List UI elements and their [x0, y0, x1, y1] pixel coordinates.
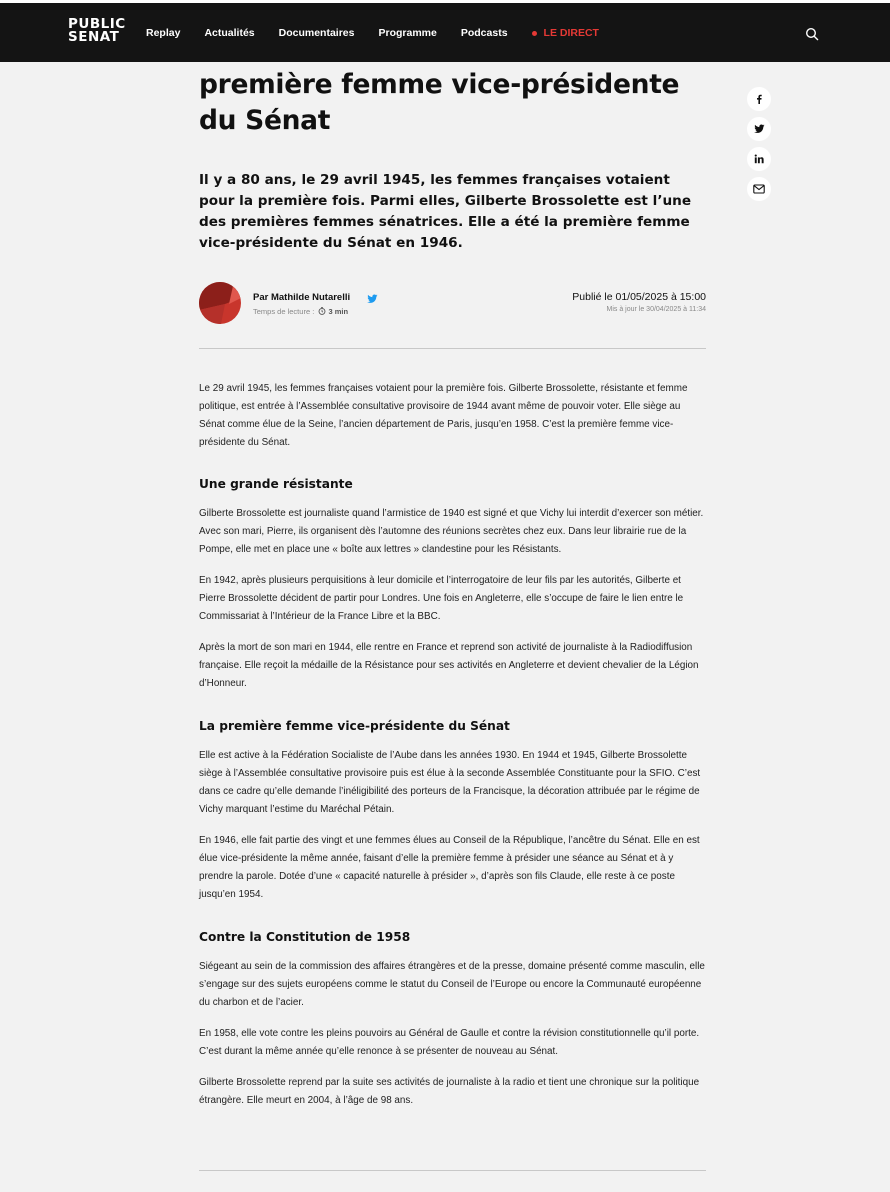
reading-time-label: Temps de lecture :	[253, 307, 315, 316]
paragraph-2: En 1942, après plusieurs perquisitions à leur domicile et l’interrogatoire de leur fils par les autorités, Gilberte et Pierre Brossolette décident de partir pour Londres. Une fois en Angleterre, elle s’occupe de faire le lien entre le Commissariat à l’Intérieur de la France Libre et la BBC.	[199, 575, 684, 622]
reading-time	[253, 307, 348, 316]
live-dot-icon	[532, 31, 537, 36]
heading-contre-la-constitution: Contre la Constitution de 1958	[199, 930, 411, 944]
paragraph-intro: Le 29 avril 1945, les femmes françaises votaient pour la première fois. Gilberte Brossolette, résistante et femme politique, est entrée à l’Assemblée consultative provisoire de 1944 avant même de pouvoir voter. Elle siège au Sénat comme élue de la Seine, l’ancien département de Paris, jusqu’en 1958. C’est la première femme vice-présidente du Sénat.	[199, 383, 688, 448]
twitter-bird-icon[interactable]	[367, 291, 378, 309]
live-label: LE DIRECT	[543, 27, 599, 39]
divider-bottom	[199, 1170, 706, 1171]
article-lead: Il y a 80 ans, le 29 avril 1945, les femmes françaises votaient pour la première fois. Parmi elles, Gilberte Brossolette est l’une des premières femmes sénatrices. Elle a été la première femme vice-présidente du Sénat en 1946.	[199, 172, 692, 251]
logo-line-2: SENAT	[68, 29, 120, 45]
mail-icon[interactable]	[747, 177, 771, 201]
heading-une-grande-resistante: Une grande résistante	[199, 477, 353, 491]
paragraph-7: En 1958, elle vote contre les pleins pouvoirs au Général de Gaulle et contre la révision constitutionnelle qu’il porte. C’est durant la même année qu’elle renonce à se présenter de nouveau au Sénat.	[199, 1028, 700, 1057]
linkedin-icon[interactable]	[747, 147, 771, 171]
article-body	[199, 380, 707, 1123]
public-senat-logo[interactable]	[68, 18, 124, 44]
logo-line-1: PUBLIC	[68, 16, 126, 32]
nav-programme[interactable]: Programme	[378, 27, 437, 39]
nav-actualites[interactable]: Actualités	[204, 27, 255, 39]
author-block	[199, 282, 706, 326]
author-byline[interactable]: Par Mathilde Nutarelli	[253, 292, 351, 303]
nav-le-direct[interactable]	[532, 27, 599, 39]
published-date: Publié le 01/05/2025 à 15:00	[572, 291, 706, 303]
paragraph-3: Après la mort de son mari en 1944, elle rentre en France et reprend son activité de journaliste à la Radiodiffusion française. Elle reçoit la médaille de la Résistance pour ses activités en Angleterre et devient chevalier de la Légion d’Honneur.	[199, 642, 699, 689]
nav-replay[interactable]: Replay	[146, 27, 181, 39]
avatar[interactable]	[199, 282, 241, 324]
nav-documentaires[interactable]: Documentaires	[278, 27, 355, 39]
facebook-icon[interactable]	[747, 87, 771, 111]
paragraph-1: Gilberte Brossolette est journaliste quand l’armistice de 1940 est signé et que Vichy lui interdit d’exercer son métier. Avec son mari, Pierre, ils organisent dès l’automne des réunions secrètes chez eux. Dans leur librairie rue de la Pompe, elle met en place une « boîte aux lettres » clandestine pour les Résistants.	[199, 508, 704, 555]
clock-icon	[316, 307, 326, 316]
heading-premiere-femme-vice-presidente: La première femme vice-présidente du Sénat	[199, 719, 510, 733]
paragraph-8: Gilberte Brossolette reprend par la suite ses activités de journaliste à la radio et tient une chronique sur la politique étrangère. Elle meurt en 2004, à l’âge de 98 ans.	[199, 1077, 700, 1106]
updated-date: Mis à jour le 30/04/2025 à 11:34	[606, 306, 706, 313]
site-header	[0, 3, 890, 62]
article-title: première femme vice-présidente du Sénat	[199, 69, 680, 136]
divider-top	[199, 348, 706, 349]
main-nav	[146, 27, 623, 39]
nav-podcasts[interactable]: Podcasts	[460, 27, 508, 39]
search-icon[interactable]	[805, 27, 819, 41]
paragraph-4: Elle est active à la Fédération Socialiste de l’Aube dans les années 1930. En 1944 et 1945, Gilberte Brossolette siège à l’Assemblée consultative provisoire puis est élue à la seconde Assemblée Constituante pour la SFIO. C’est dans ce cadre qu’elle demande l’inéligibilité des porteurs de la Francisque, la décoration attribuée par le régime de Vichy marquant l’estime du Maréchal Pétain.	[199, 750, 701, 815]
reading-time-value: 3 min	[328, 307, 349, 316]
paragraph-5: En 1946, elle fait partie des vingt et une femmes élues au Conseil de la République, l’ancêtre du Sénat. Elle en est élue vice-présidente la même année, faisant d’elle la première femme à présider une séance au Sénat et à y prendre la parole. Dotée d’une « capacité naturelle à présider », d’après son fils Claude, elle reste à ce poste jusqu’en 1954.	[199, 835, 700, 900]
twitter-icon[interactable]	[747, 117, 771, 141]
paragraph-6: Siégeant au sein de la commission des affaires étrangères et de la presse, domaine présenté comme masculin, elle s’engage sur des sujets européens comme le statut du Conseil de l’Europe ou encore la Communauté européenne du charbon et de l’acier.	[199, 961, 705, 1008]
